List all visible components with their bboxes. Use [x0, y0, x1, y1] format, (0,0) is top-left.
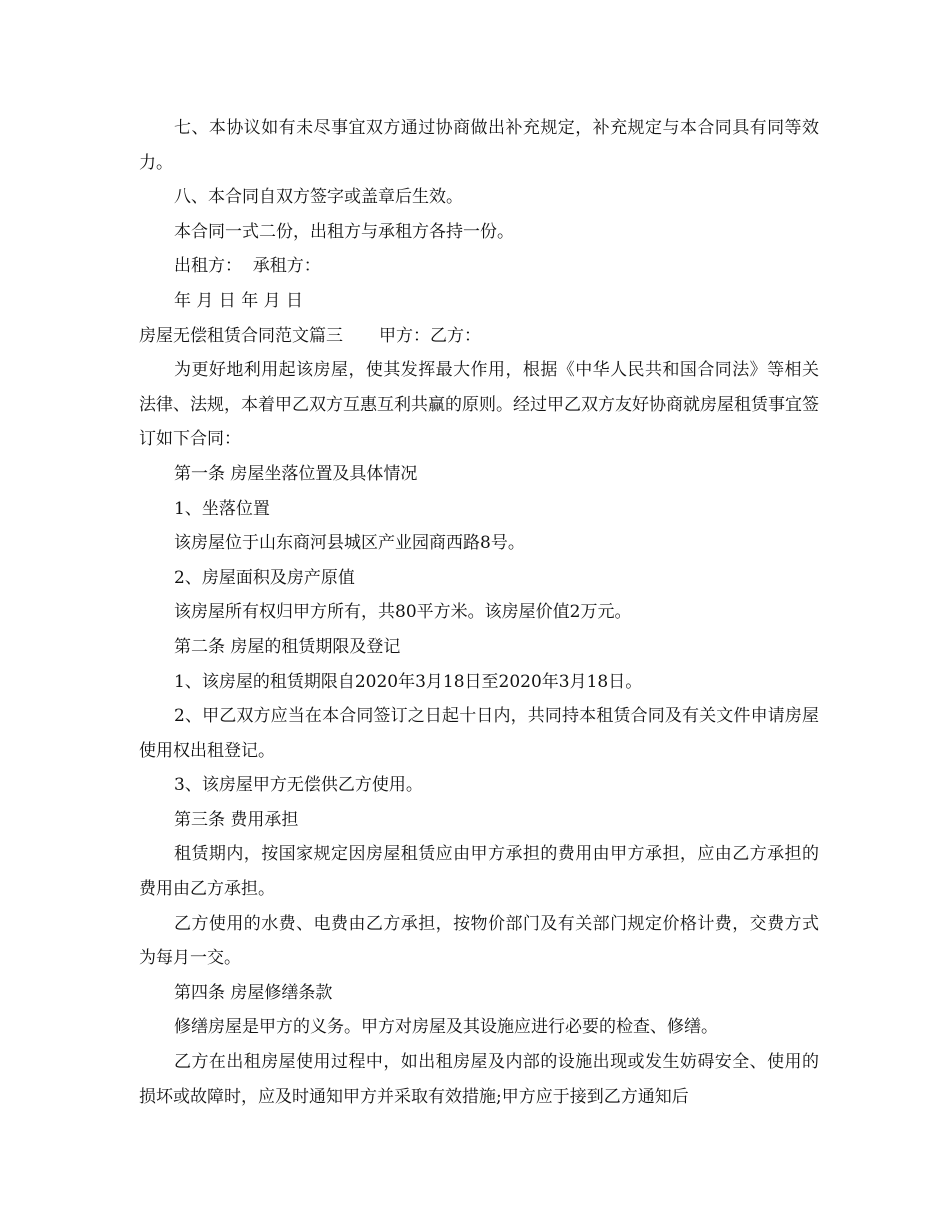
paragraph: 1、坐落位置: [174, 498, 270, 519]
document-body: [139, 111, 819, 1114]
article-heading: 第二条 房屋的租赁期限及登记: [174, 636, 401, 657]
paragraph: 本合同一式二份，出租方与承租方各持一份。: [174, 221, 514, 242]
article-heading: 第三条 费用承担: [174, 809, 299, 830]
paragraph: 八、本合同自双方签字或盖章后生效。: [174, 187, 463, 208]
paragraph: 3、该房屋甲方无偿供乙方使用。: [174, 775, 423, 796]
section-title: 房屋无偿租赁合同范文篇三: [139, 325, 343, 346]
paragraph: 乙方在出租房屋使用过程中，如出租房屋及内部的设施出现或发生妨碍安全、使用的损坏或故障时，应及时通知甲方并采取有效措施;甲方应于接到乙方通知后: [139, 1052, 819, 1107]
signature-parties-line: 出租方： 承租方：: [174, 256, 321, 277]
paragraph: 租赁期内，按国家规定因房屋租赁应由甲方承担的费用由甲方承担，应由乙方承担的费用由乙方承担。: [139, 844, 819, 900]
paragraph: 为更好地利用起该房屋，使其发挥最大作用，根据《中华人民共和国合同法》等相关法律、法规，本着甲乙双方互惠互利共赢的原则。经过甲乙双方友好协商就房屋租赁事宜签订如下合同：: [139, 360, 819, 450]
section-heading-line: [139, 319, 819, 354]
paragraph: 该房屋所有权归甲方所有，共80平方米。该房屋价值2万元。: [174, 602, 632, 623]
article-heading: 第四条 房屋修缮条款: [174, 982, 333, 1003]
paragraph: 七、本协议如有未尽事宜双方通过协商做出补充规定，补充规定与本合同具有同等效力。: [139, 118, 819, 173]
paragraph: 修缮房屋是甲方的义务。甲方对房屋及其设施应进行必要的检查、修缮。: [174, 1017, 718, 1038]
signature-date-line: 年 月 日 年 月 日: [174, 290, 304, 311]
article-heading: 第一条 房屋坐落位置及具体情况: [174, 463, 418, 484]
paragraph: 2、甲乙双方应当在本合同签订之日起十日内，共同持本租赁合同及有关文件申请房屋使用权出租登记。: [139, 706, 819, 761]
paragraph: 2、房屋面积及房产原值: [174, 567, 355, 588]
parties-label: 甲方：乙方：: [379, 325, 481, 346]
paragraph: 1、该房屋的租赁期限自2020年3月18日至2020年3月18日。: [174, 671, 643, 692]
paragraph: 该房屋位于山东商河县城区产业园商西路8号。: [174, 533, 525, 554]
paragraph: 乙方使用的水费、电费由乙方承担，按物价部门及有关部门规定价格计费，交费方式为每月一交。: [139, 913, 819, 969]
